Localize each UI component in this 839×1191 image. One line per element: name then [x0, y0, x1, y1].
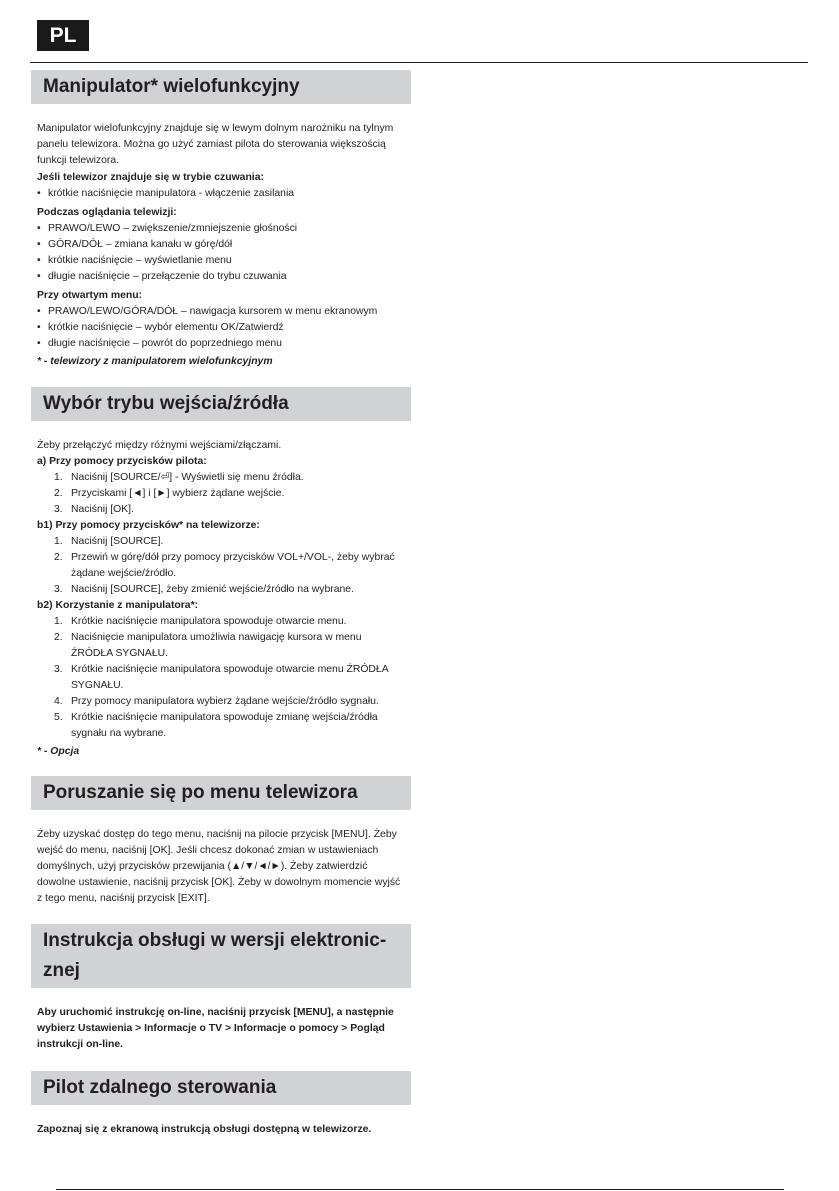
menu-nav-text: Żeby uzyskać dostęp do tego menu, naciśnij na pilocie przycisk [MENU]. Żeby wejść do menu, naciśnij [OK]. Jeśli chcesz dokonać zmian w ustawieniach domyślnych, użyj przycisków przewijania (▲/▼/◄/►). Żeby zatwierdzić dowolne ustawienie, naciśnij przycisk [OK]. Żeby w dowolnym momencie wyjść z tego menu, naciśnij przycisk [EXIT]. [37, 829, 401, 904]
section-body-remote [31, 1105, 411, 1138]
list-item: • krótkie naciśnięcie – wybór elementu OK/Zatwierdź [37, 320, 405, 336]
list-item: • PRAWO/LEWO/GÓRA/DÓŁ – nawigacja kursorem w menu ekranowym [37, 304, 405, 320]
watching-heading: Podczas oglądania telewizji: [37, 207, 177, 218]
section-body-source [31, 421, 411, 760]
list-item: 3. Krótkie naciśnięcie manipulatora spowoduje otwarcie menu ŹRÓDŁA SYGNAŁU. [54, 664, 389, 691]
source-b2-list [37, 614, 405, 742]
list-item: • długie naciśnięcie – przełączenie do trybu czuwania [37, 269, 405, 285]
source-a-heading: a) Przy pomocy przycisków pilota: [37, 456, 207, 467]
content-column [31, 70, 411, 1138]
source-footnote: * - Opcja [37, 746, 80, 757]
section-title-remote: Pilot zdalnego sterowania [31, 1071, 411, 1105]
menu-open-list [37, 304, 405, 352]
list-item: 2. Przewiń w górę/dół przy pomocy przycisków VOL+/VOL-, żeby wybrać żądane wejście/źródło. [54, 552, 395, 579]
standby-list [37, 186, 405, 202]
emanual-title-line1: Instrukcja obsługi w wersji elektronic- [43, 930, 387, 951]
joystick-footnote: * - telewizory z manipulatorem wielofunkcyjnym [37, 356, 273, 367]
list-item: 1. Krótkie naciśnięcie manipulatora spowoduje otwarcie menu. [54, 616, 347, 627]
section-title-source: Wybór trybu wejścia/źródła [31, 387, 411, 421]
list-item: 4. Przy pomocy manipulatora wybierz żądane wejście/źródło sygnału. [54, 696, 379, 707]
joystick-intro: Manipulator wielofunkcyjny znajduje się w lewym dolnym narożniku na tylnym panelu telewizora. Można go użyć zamiast pilota do sterowania większością funkcji telewizora. [37, 123, 394, 166]
standby-heading: Jeśli telewizor znajduje się w trybie czuwania: [37, 172, 264, 183]
watching-list [37, 221, 405, 285]
list-item: 5. Krótkie naciśnięcie manipulatora spowoduje zmianę wejścia/źródła sygnału na wybrane. [54, 712, 378, 739]
list-item: 2. Przyciskami [◄] i [►] wybierz żądane wejście. [54, 488, 285, 499]
bottom-divider [56, 1189, 784, 1190]
source-a-list [37, 470, 405, 518]
source-b2-heading: b2) Korzystanie z manipulatora*: [37, 600, 199, 611]
menu-heading: Przy otwartym menu: [37, 290, 143, 301]
section-body-menu-nav [31, 810, 411, 907]
language-badge: PL [37, 20, 89, 51]
list-item: 3. Naciśnij [SOURCE], żeby zmienić wejście/źródło na wybrane. [54, 584, 354, 595]
list-item: • PRAWO/LEWO – zwiększenie/zmniejszenie głośności [37, 221, 405, 237]
top-divider [30, 62, 808, 63]
list-item: 1. Naciśnij [SOURCE]. [54, 536, 164, 547]
list-item: 2. Naciśnięcie manipulatora umożliwia nawigację kursora w menu ŹRÓDŁA SYGNAŁU. [54, 632, 362, 659]
section-body-joystick [31, 104, 411, 370]
remote-text: Zapoznaj się z ekranową instrukcją obsługi dostępną w telewizorze. [37, 1124, 372, 1135]
source-b1-heading: b1) Przy pomocy przycisków* na telewizorze: [37, 520, 260, 531]
list-item: • GÓRA/DÓŁ – zmiana kanału w górę/dół [37, 237, 405, 253]
list-item: 3. Naciśnij [OK]. [54, 504, 134, 515]
list-item: 1. Naciśnij [SOURCE/⏎] - Wyświetli się menu źródła. [54, 472, 304, 483]
list-item: • krótkie naciśnięcie manipulatora - włączenie zasilania [37, 186, 405, 202]
section-title-menu-nav: Poruszanie się po menu telewizora [31, 776, 411, 810]
list-item: • długie naciśnięcie – powrót do poprzedniego menu [37, 336, 405, 352]
source-intro: Żeby przełączyć między różnymi wejściami/złączami. [37, 440, 282, 451]
emanual-title-line2: znej [43, 960, 80, 981]
source-b1-list [37, 534, 405, 598]
section-title-emanual [31, 924, 411, 988]
emanual-text: Aby uruchomić instrukcję on-line, naciśnij przycisk [MENU], a następnie wybierz Ustawienia > Informacje o TV > Informacje o pomocy > Pogląd instrukcji on-line. [37, 1007, 394, 1050]
list-item: • krótkie naciśnięcie – wyświetlanie menu [37, 253, 405, 269]
section-title-joystick: Manipulator* wielofunkcyjny [31, 70, 411, 104]
section-body-emanual [31, 988, 411, 1053]
